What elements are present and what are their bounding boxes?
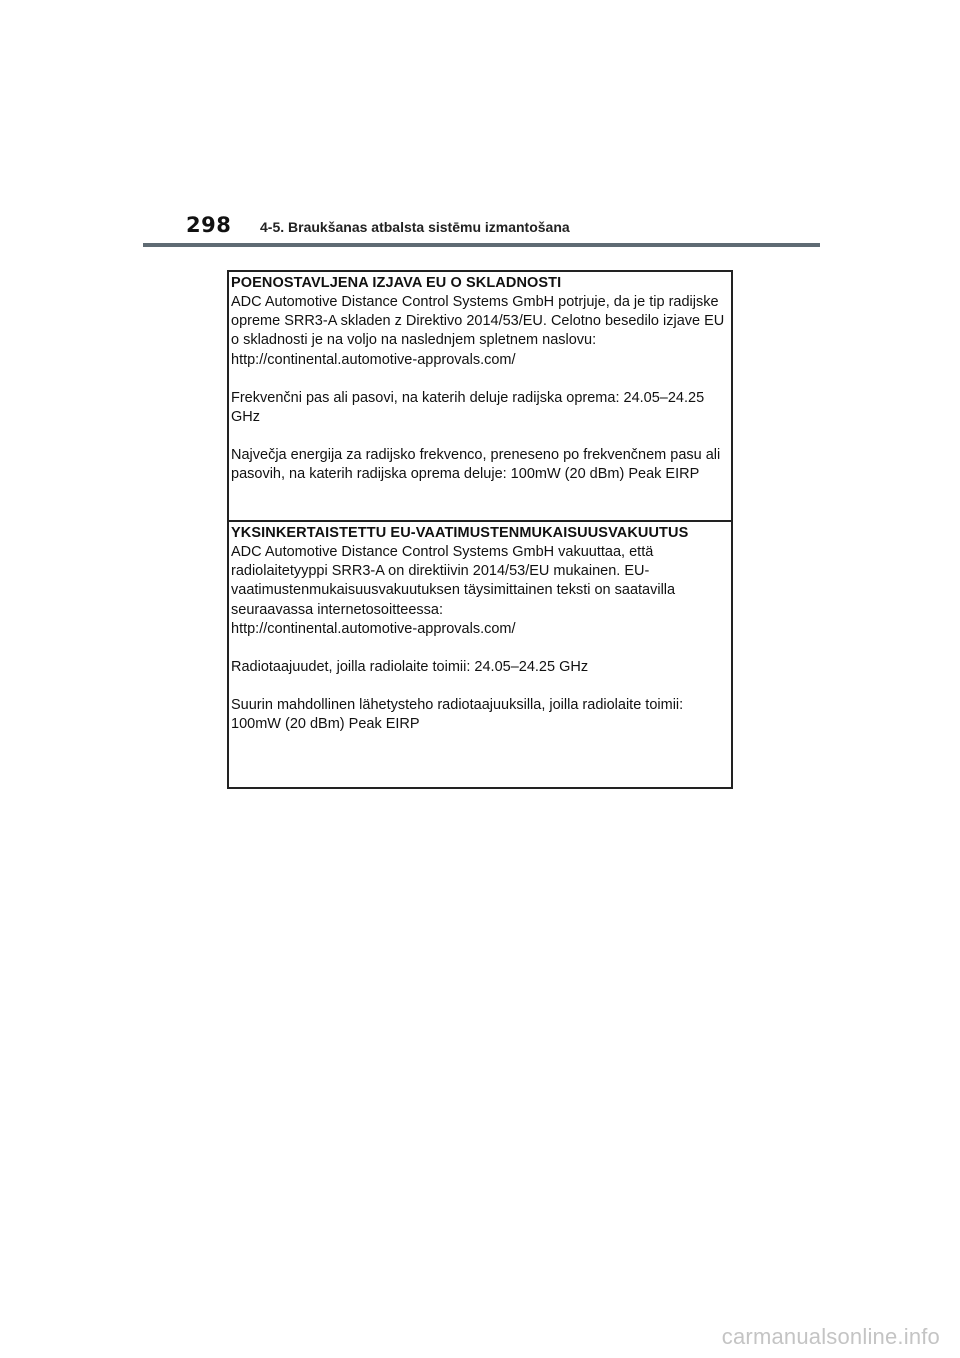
- section-title: 4-5. Braukšanas atbalsta sistēmu izmantošana: [260, 219, 570, 235]
- declaration-box: [227, 270, 733, 789]
- declaration-body: ADC Automotive Distance Control Systems GmbH potrjuje, da je tip radijske opreme SRR3-A skladen z Direktivo 2014/53/EU. Celotno besedilo izjave EU o skladnosti je na voljo na naslednjem spletnem naslovu:: [231, 294, 725, 349]
- declaration-frequency: Radiotaajuudet, joilla radiolaite toimii: 24.05–24.25 GHz: [231, 659, 589, 676]
- declaration-finnish: [229, 522, 731, 735]
- declaration-power: Suurin mahdollinen lähetysteho radiotaajuuksilla, joilla radiolaite toimii: 100mW (20 dBm) Peak EIRP: [231, 697, 684, 733]
- declaration-title: POENOSTAVLJENA IZJAVA EU O SKLADNOSTI: [231, 275, 562, 291]
- page-number: 298: [186, 213, 232, 237]
- declaration-frequency: Frekvenčni pas ali pasovi, na katerih deluje radijska oprema: 24.05–24.25 GHz: [231, 389, 705, 426]
- declaration-power: Največja energija za radijsko frekvenco, preneseno po frekvenčnem pasu ali pasovih, na katerih radijska oprema deluje: 100mW (20 dBm) Peak EIRP: [231, 447, 721, 483]
- header-rule: [143, 243, 820, 247]
- declaration-slovenian: [229, 272, 731, 522]
- declaration-url: http://continental.automotive-approvals.com/: [231, 620, 516, 637]
- watermark: carmanualsonline.info: [721, 1324, 940, 1349]
- declaration-title: YKSINKERTAISTETTU EU-VAATIMUSTENMUKAISUUSVAKUUTUS: [231, 525, 689, 541]
- declaration-url: http://continental.automotive-approvals.com/: [231, 351, 516, 368]
- declaration-body: ADC Automotive Distance Control Systems GmbH vakuuttaa, että radiolaitetyyppi SRR3-A on direktiivin 2014/53/EU mukainen. EU-vaatimustenmukaisuusvakuutuksen täysimittainen teksti on saatavilla seuraavassa internetosoitteessa:: [231, 544, 676, 618]
